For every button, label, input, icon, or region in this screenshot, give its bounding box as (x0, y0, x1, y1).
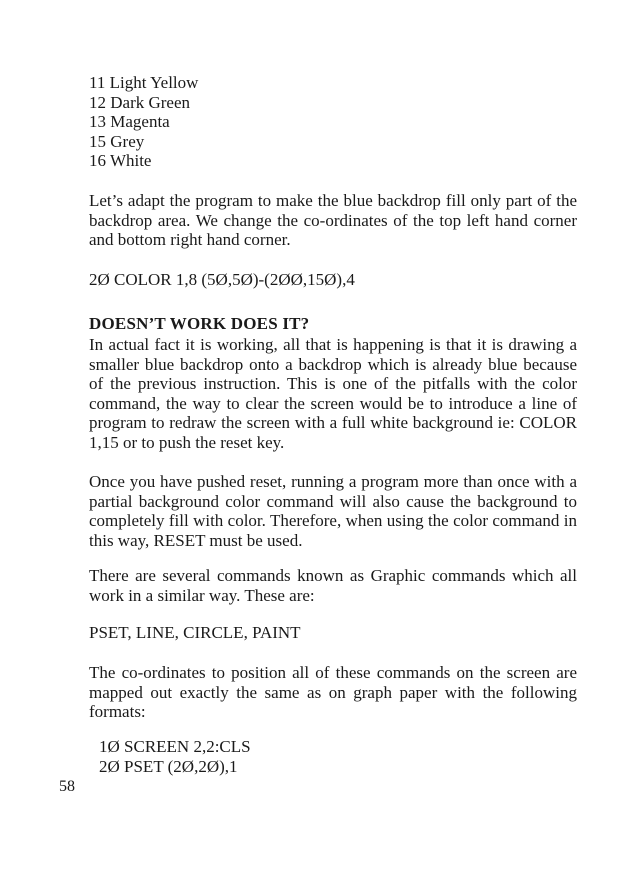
code-listing (99, 737, 587, 776)
page-number: 58 (59, 778, 75, 795)
graphic-commands: PSET, LINE, CIRCLE, PAINT (89, 623, 301, 642)
color-list (89, 73, 577, 171)
code-color-line: 2Ø COLOR 1,8 (5Ø,5Ø)-(2ØØ,15Ø),4 (89, 270, 355, 289)
code-line: 1Ø SCREEN 2,2:CLS (99, 737, 251, 756)
color-list-item: 12 Dark Green (89, 92, 191, 112)
paragraph-adapt: Let’s adapt the program to make the blue backdrop fill only part of the backdrop area. We change the co-ordinates of the top left hand corner and bottom right hand corner. (89, 191, 577, 249)
color-list-item: 13 Magenta (89, 112, 170, 131)
code-line: 2Ø PSET (2Ø,2Ø),1 (99, 756, 238, 776)
color-list-item: 15 Grey (89, 131, 145, 151)
paragraph-coords: The co-ordinates to position all of these commands on the screen are mapped out exactly the same as on graph paper with the following formats: (89, 663, 577, 721)
paragraph-reset: Once you have pushed reset, running a program more than once with a partial background color command will also cause the background to completely fill with color. Therefore, when using the color command in this way, RESET must be used. (89, 472, 577, 550)
section-heading: DOESN’T WORK DOES IT? (89, 314, 310, 333)
color-list-item: 11 Light Yellow (89, 73, 199, 92)
paragraph-graphic: There are several commands known as Graphic commands which all work in a similar way. These are: (89, 566, 577, 605)
color-list-item: 16 White (89, 151, 152, 170)
paragraph-actual: In actual fact it is working, all that is happening is that it is drawing a smaller blue backdrop onto a backdrop which is already blue because of the previous instruction. This is one of the pitfalls with the color command, the way to clear the screen would be to introduce a line of program to redraw the screen with a full white background ie: COLOR 1,15 or to push the reset key. (89, 335, 577, 452)
